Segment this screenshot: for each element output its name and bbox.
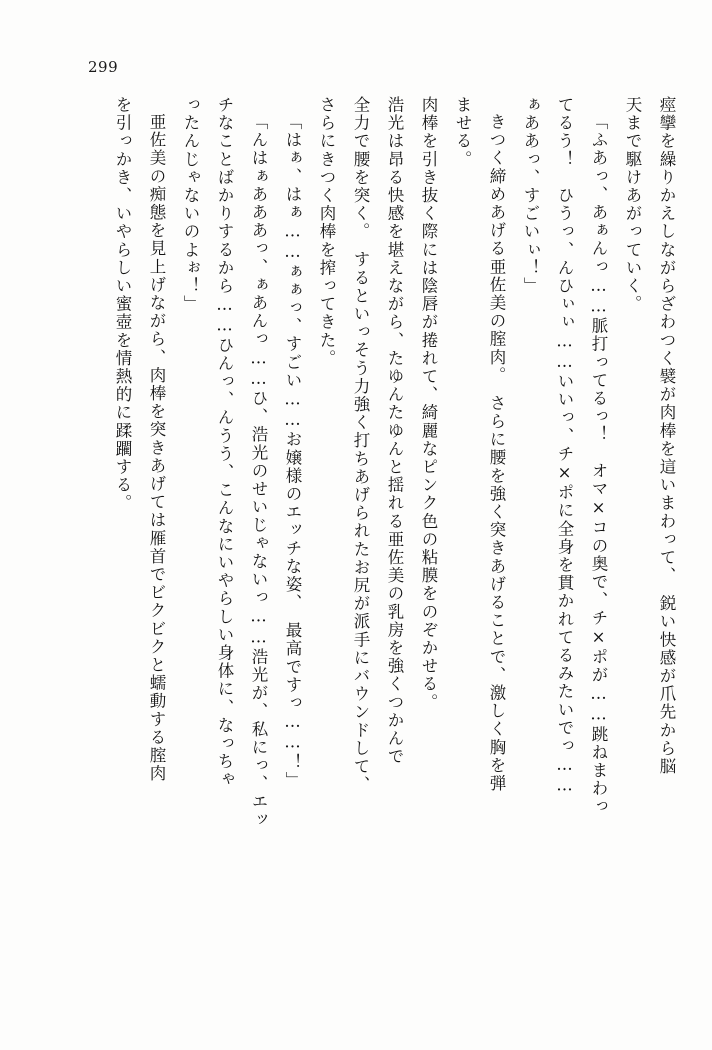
text-line: 「はぁ、はぁ……ぁぁっ、すごい……お嬢様のエッチな姿、 最高ですっ……！」 [283, 113, 302, 790]
text-line: 全力で腰を突く。 するといっそう力強く打ちあげられたお尻が派手にバウンドして、 [351, 96, 370, 794]
text-line: チなことばかりするから……ひんっ、んうう、こんなにいやらしい身体に、なっちゃ [215, 96, 234, 789]
text-line: を引っかき、いやらしい蜜壺を情熱的に蹂躙する。 [113, 96, 132, 513]
text-line: 「ふあっ、あぁんっ……脈打ってるっ！ オマ×コの奥で、チ×ポが……跳ねまわっ [589, 113, 608, 816]
text-line: 浩光は昂る快感を堪えながら、たゆんたゆんと揺れる亜佐美の乳房を強くつかんで [385, 96, 404, 766]
text-line: ませる。 [453, 96, 472, 169]
text-line: 「んはぁあああっ、ぁあんっ……ひ、浩光のせいじゃないっ……浩光が、私にっ、エッ [249, 113, 268, 829]
text-line: てるう！ ひうっ、んひぃぃ……いいっ、チ×ポに全身を貫かれてるみたいでっ…… [555, 96, 574, 797]
page-text-body [58, 96, 674, 996]
text-line: 亜佐美の痴態を見上げながら、肉棒を突きあげては雁首でビクビクと蠕動する腟肉 [147, 113, 166, 783]
text-line: 天まで駆けあがっていく。 [623, 96, 642, 314]
text-line: さらにきつく肉棒を搾ってきた。 [317, 96, 336, 368]
text-line: ったんじゃないのよぉ！」 [181, 96, 200, 314]
text-line: きつく締めあげる亜佐美の腟肉。 さらに腰を強く突きあげることで、激しく胸を弾 [487, 113, 506, 793]
text-line: ぁああっ、すごいぃ！」 [521, 96, 540, 296]
text-line: 肉棒を引き抜く際には陰唇が捲れて、綺麗なピンク色の粘膜をのぞかせる。 [419, 96, 438, 712]
page-number: 299 [88, 58, 119, 76]
text-line: 痙攣を繰りかえしながらざわつく襞が肉棒を這いまわって、 鋭い快感が爪先から脳 [657, 96, 676, 776]
